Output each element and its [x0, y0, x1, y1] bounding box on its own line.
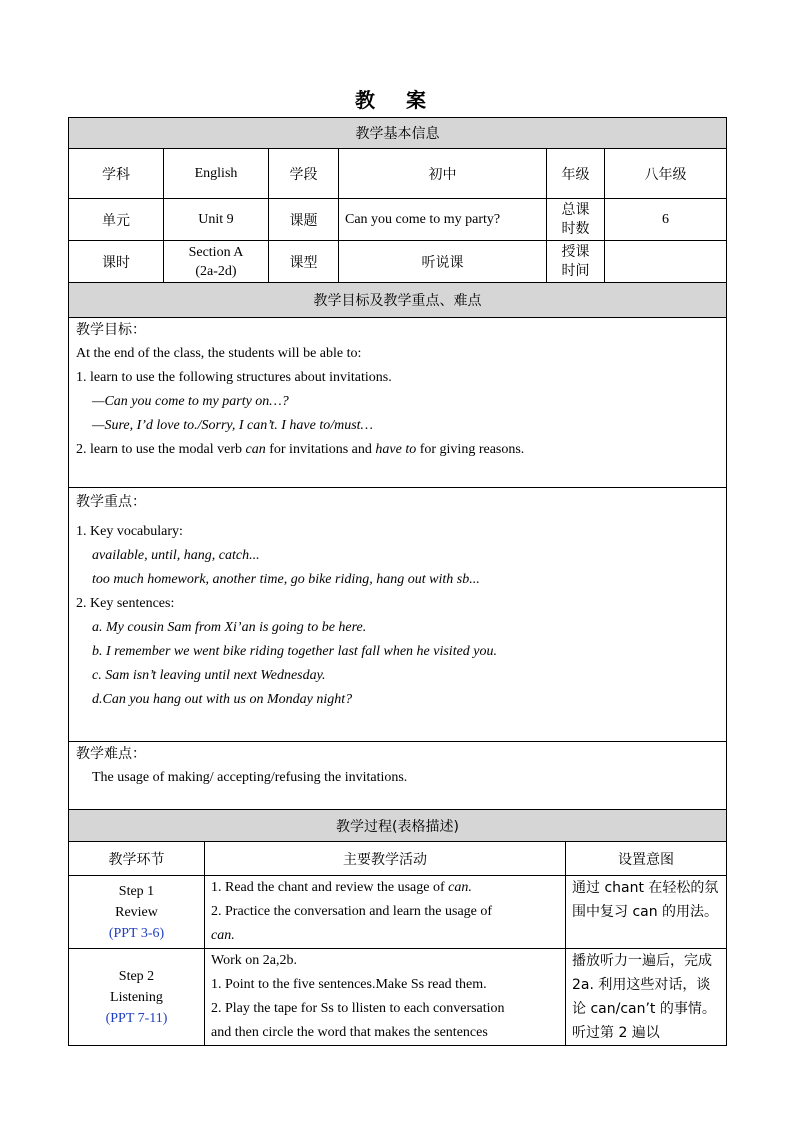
step-2-activity [205, 949, 566, 1046]
objectives-header: 教学目标及教学重点、难点 [69, 283, 727, 318]
total-hours-label [547, 199, 605, 241]
class-time-label-line1: 授课 [561, 243, 590, 260]
topic-label: 课题 [269, 199, 339, 241]
topic-value: Can you come to my party? [339, 199, 547, 241]
subject-value: English [164, 149, 269, 199]
step-2-phase: Listening [110, 989, 163, 1005]
key-points-label: 教学重点： [76, 494, 146, 510]
step-2-ppt: (PPT 7-11) [105, 1010, 168, 1026]
total-hours-label-line2: 时数 [561, 220, 590, 237]
key-vocab-2: too much homework, another time, go bike riding, hang out with sb... [92, 572, 480, 587]
key-sentence-c: c. Sam isn’t leaving until next Wednesday. [92, 668, 326, 683]
doc-title: 教 案 [355, 88, 438, 112]
difficult-points-label: 教学难点： [76, 746, 146, 762]
step-2-activity-2: 2. Play the tape for Ss to llisten to each conversation [211, 1001, 505, 1016]
class-time-value [605, 241, 727, 283]
key-sentence-b: b. I remember we went bike riding together last fall when he visited you. [92, 644, 498, 659]
key-vocab-label: 1. Key vocabulary: [76, 524, 183, 539]
goals-item-2-have-to: have to [375, 442, 417, 457]
step-2-intent: 播放听力一遍后，完成 2a. 利用这些对话，谈论 can/can’t 的事情。听过第 2 遍以 [566, 949, 727, 1046]
table-row [69, 949, 727, 1046]
step-2-name: Step 2 [118, 968, 155, 984]
table-row [69, 876, 727, 949]
stage-label: 学段 [269, 149, 339, 199]
key-sentence-a: a. My cousin Sam from Xi’an is going to be here. [92, 620, 367, 635]
step-1-activity-2: 2. Practice the conversation and learn the usage of [211, 904, 493, 919]
grade-value: 八年级 [605, 149, 727, 199]
step-1-activity-3: can. [211, 928, 235, 943]
goals-item-1a: —Can you come to my party on…? [92, 394, 289, 409]
key-vocab-1: available, until, hang, catch... [92, 548, 260, 563]
step-1-name: Step 1 [118, 883, 155, 899]
step-1-intent: 通过 chant 在轻松的氛围中复习 can 的用法。 [566, 876, 727, 949]
goals-intro: At the end of the class, the students will be able to: [76, 346, 362, 361]
goals-cell [69, 318, 727, 488]
col-activity-header: 主要教学活动 [205, 842, 566, 876]
class-time-label-line2: 时间 [561, 262, 590, 279]
goals-item-2-text: 2. learn to use the modal verb [76, 442, 246, 457]
difficult-points-text: The usage of making/ accepting/refusing the invitations. [92, 770, 408, 785]
total-hours-value: 6 [605, 199, 727, 241]
key-points-cell [69, 488, 727, 742]
step-1-activity-1-can: can. [448, 880, 472, 895]
period-value-line1: Section A [188, 244, 244, 260]
step-1-cell [69, 876, 205, 949]
type-label: 课型 [269, 241, 339, 283]
step-2-cell [69, 949, 205, 1046]
process-header: 教学过程(表格描述) [69, 810, 727, 842]
period-value [164, 241, 269, 283]
goals-item-2-mid: for invitations and [265, 442, 376, 457]
step-1-ppt: (PPT 3-6) [108, 925, 165, 941]
key-sentence-d: d.Can you hang out with us on Monday night? [92, 692, 353, 707]
unit-value: Unit 9 [164, 199, 269, 241]
step-1-activity [205, 876, 566, 949]
type-value: 听说课 [339, 241, 547, 283]
class-time-label [547, 241, 605, 283]
col-stage-header: 教学环节 [69, 842, 205, 876]
unit-label: 单元 [69, 199, 164, 241]
goals-item-2 [76, 438, 719, 462]
goals-item-1: 1. learn to use the following structures about invitations. [76, 370, 392, 385]
basic-info-header: 教学基本信息 [69, 118, 727, 149]
step-1-phase: Review [115, 904, 158, 920]
step-2-activity-3: and then circle the word that makes the sentences [211, 1025, 488, 1040]
goals-label: 教学目标： [76, 322, 146, 338]
period-label: 课时 [69, 241, 164, 283]
key-sentences-label: 2. Key sentences: [76, 596, 175, 611]
step-2-activity-1: 1. Point to the five sentences.Make Ss read them. [211, 977, 487, 992]
step-2-activity-0: Work on 2a,2b. [211, 953, 297, 968]
stage-value: 初中 [339, 149, 547, 199]
goals-item-2-end: for giving reasons. [416, 442, 525, 457]
col-intent-header: 设置意图 [566, 842, 727, 876]
period-value-line2: (2a-2d) [195, 263, 237, 279]
basic-info-table [68, 117, 727, 810]
difficult-points-cell [69, 742, 727, 810]
total-hours-label-line1: 总课 [561, 201, 590, 218]
goals-item-2-can: can [245, 442, 266, 457]
grade-label: 年级 [547, 149, 605, 199]
goals-item-1b: —Sure, I’d love to./Sorry, I can’t. I have to/must… [92, 418, 373, 433]
step-1-activity-1-text: 1. Read the chant and review the usage of [211, 880, 449, 895]
process-table [68, 809, 727, 1046]
subject-label: 学科 [69, 149, 164, 199]
step-1-activity-1 [211, 876, 559, 900]
